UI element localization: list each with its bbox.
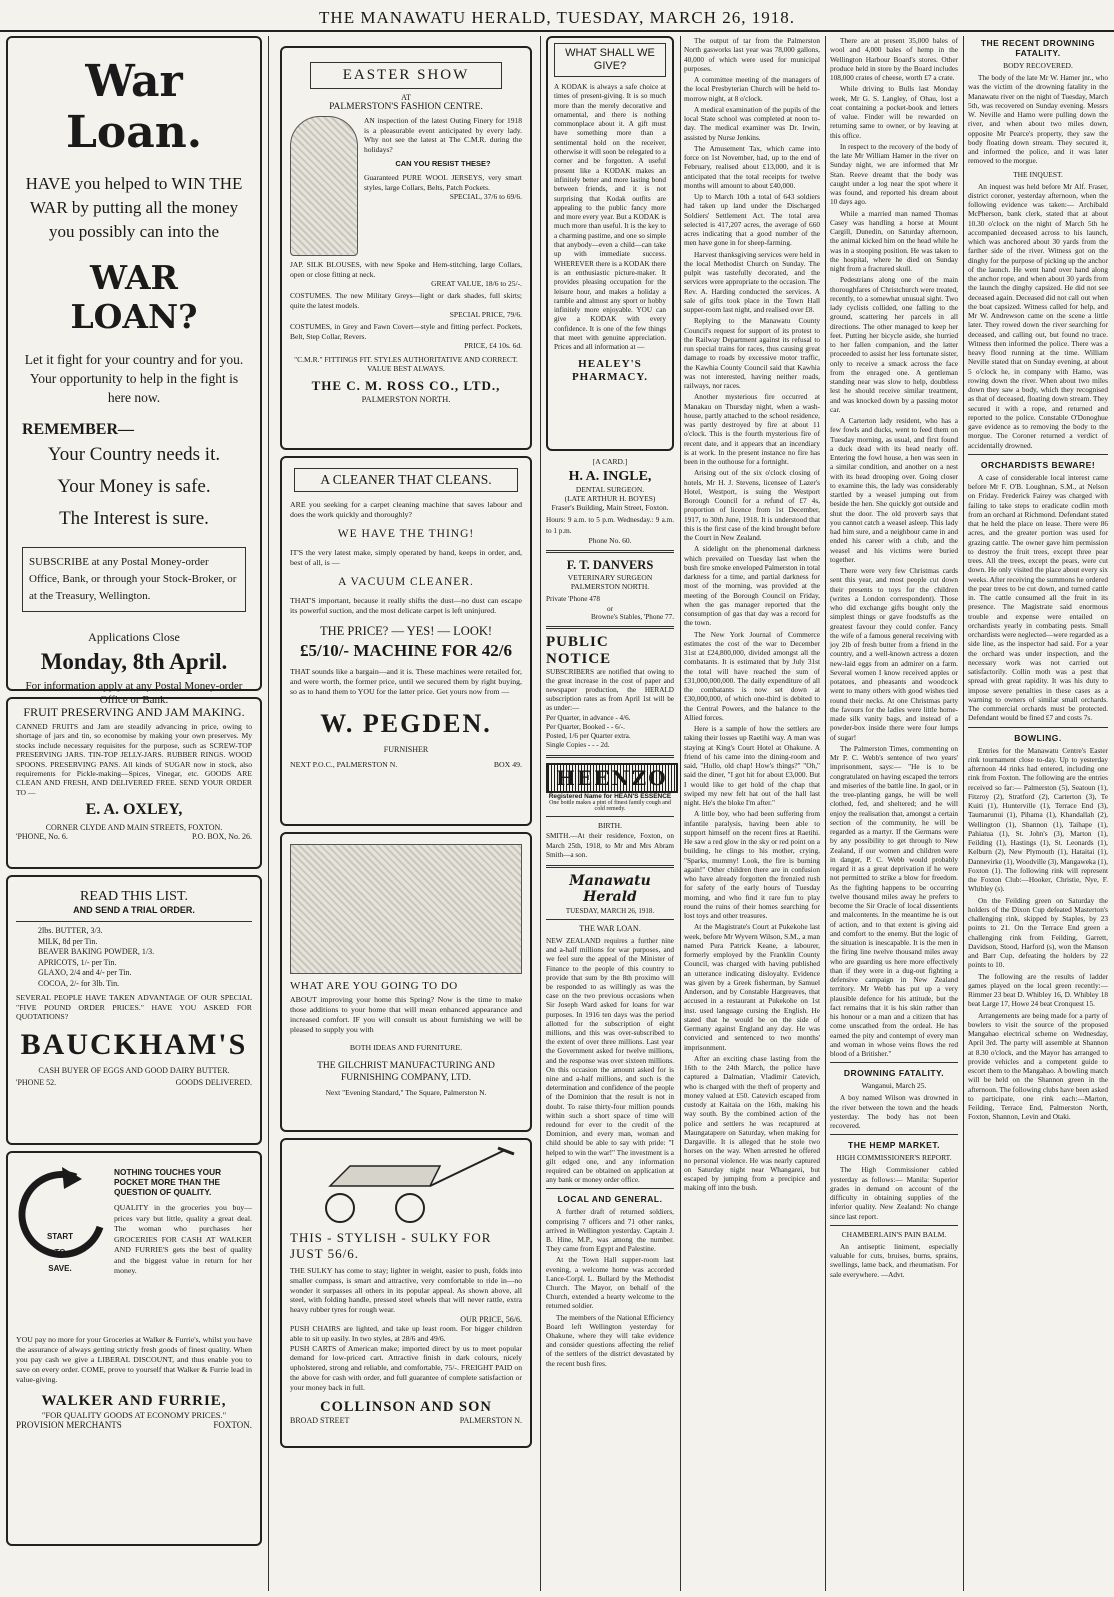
war-loan-info: For information apply at any Postal Money-order Office or Bank. [25, 680, 243, 706]
inquest-body: An inquest was held before Mr Alf. Fraser, district coroner, yesterday afternoon, when the following evidence was taken:— Archibald McPherson, bank clerk, stated that at about 10.30 o'clock on the night of March 5th he accompanied deceased across to his launch, which was anchored about 30 yards from the farther side of the river. Witness got on the dinghy for the purpose of picking up the anchor of the launch. He went hand over hand along the anchor rope, and when about 30 yards from the launch the dinghy capsized. He did not see deceased again. Deceased did not call out when the boat capsized. Witness called for help, and Mr W. Andrewson came on the scene a little later. They rowed down the river searching for deceased, and calling out, but found no trace. Witness then informed the police. There was a heavy flood running at the time. William Neville stated that on Sunday evening, at about 5 o'clock he, in company with Hamo, was rowing down the river. When about two miles down they saw a body, which they recognised as that of deceased, floating down stream. They secured it with a rope, and returned and reported to the police. Constable O'Donoghue gave evidence as to removing the body to the morgue. The Coroner returned a verdict of accidentally drowned. [968, 181, 1108, 450]
fashion-illustration [290, 116, 358, 256]
local-para-1: A further draft of returned soldiers, comprising 7 officers and 71 other ranks, arrived in Wellington yesterday. Captain J. B. Hine, M.P., was among the number. They came from Egypt and Palestine. [546, 1207, 674, 1254]
notice-body: SUBSCRIBERS are notified that owing to the great increase in the cost of paper and newspaper production, the HERALD subscription rates as from April 1st will be as under:— [546, 667, 674, 713]
war-loan-reason-1: Your Country needs it. [47, 444, 221, 465]
col5-para-8: The Palmerston Times, commenting on Mr P. C. Webb's sentence of two years' imprisonment, says:— "He is to be congratulated on having escaped the terrors and miseries of the battle line. In gaol, or in the tree-planting gangs, he will be well clothed, fed, and sheltered; and he will enjoy the realisation that, amongst a certain section of the community, he will be regarded as a martyr. If the Germans were by any possibility to get through to New Zealand, if our women and children were in danger, P. C. Webb would probably regard it as a great deprivation if he were not permitted to strike a blow for freedom. As the fighting happens to be occurring twelve thousand miles away he prefers to become the Sir Oracle of local dissentients and malcontents. In the meantime he is out of action, and to that extent is giving aid and comfort to the enemy. But the logic of the situation is inescapable. It is the men in the firing line twelve thousand miles away who are guarding us here more effectively than if they were in a dug-out fighting a defensive campaign in New Zealand territory. Mr Webb has put up a very plausible defence for his attitude, but the fact remains that it is his skin rather than his honour or a man and a citizen that has come unscathed from the ordeal. He has earned the pity and contempt of every man and woman in whose veins flows the red blood of a Britisher." [830, 743, 958, 1058]
bauckham-ad [6, 875, 262, 1145]
oxley-address: CORNER CLYDE AND MAIN STREETS, FOXTON. [45, 823, 223, 833]
herald-date: TUESDAY, MARCH 26, 1918. [565, 906, 655, 915]
drowning-location: Wanganui, March 25. [861, 1081, 927, 1091]
bauckham-buyer: CASH BUYER OF EGGS AND GOOD DAIRY BUTTER. [38, 1065, 230, 1075]
danvers-town: PALMERSTON NORTH. [570, 582, 650, 591]
drowning-title: DROWNING FATALITY. [843, 1068, 945, 1079]
column-2 [280, 36, 532, 1593]
pegden-name: W. PEGDEN. [320, 709, 492, 738]
pegden-body-2: THAT'S important, because it really shifts the dust—no dust can escape its powerful suction, and the most delicate carpet is left uninjured. [290, 596, 522, 615]
ingle-address: Fraser's Building, Main Street, Foxton. [551, 503, 669, 512]
collinson-body-2: PUSH CHAIRS are lighted, and take up least room. For bigger children able to sit up easily. In two styles, at 28/6 and 49/6. [290, 1323, 522, 1343]
col5-para-5: Pedestrians along one of the main thoroughfares of Christchurch were treated, recently, to a somewhat unusual sight. Two lady cyclists collided, one falling to the ground, scattering her parcels in all directions. The other managed to keep her feet. Putting her bicycle aside, she hurried to her fallen companion, and the latter proceeded to assist her less fortunate sister, only to receive a smack across the face from the enraged one. A gentleman standing near was slow to help, doubtless lest he should receive similar treatment, and was knocked down by a passing motor car. [830, 275, 958, 414]
danvers-private: Private 'Phone 478 [546, 595, 600, 603]
pegden-ad [280, 456, 532, 826]
bauckham-sub: AND SEND A TRIAL ORDER. [73, 905, 195, 915]
bauckham-name: BAUCKHAM'S [20, 1027, 248, 1061]
notice-rate-2: Per Quarter, Booked - - 6/-. [546, 722, 625, 731]
masthead [0, 0, 1114, 32]
ingle-phone: Phone No. 60. [588, 536, 632, 545]
bowling-para-2: On the Feilding green on Saturday the holders of the Dixon Cup defeated Masterton's challenging rink, skipped by Staples, by 23 points to 21. On the Terrace End green a challenging rink from Feilding, Garrett, Davidson, Stood, Harford (s), won the Manson and Barr Cup, defeating the holders by 22 points to 10. [968, 895, 1108, 970]
easter-price-1: SPECIAL, 37/6 to 69/6. [449, 192, 522, 201]
pegden-have: WE HAVE THE THING! [337, 528, 475, 540]
ingle-late: (LATE ARTHUR H. BOYES) [564, 494, 656, 503]
easter-item-3: COSTUMES. The new Military Greys—light or dark shades, full skirts; quite the latest models. [290, 291, 522, 310]
col4-para-9: Arising out of the six o'clock closing of hotels, Mr H. J. Stevens, licensee of Lazer's Hotel, Westport, is suing the Westport Borough Council for a refund of £7 4s, proportion of licence from 1st December, 1917, to 30th June, 1918. It is understood that this is the first case of the kind brought before the Court in New Zealand. [684, 468, 820, 542]
collinson-body: THE SULKY has come to stay; lighter in weight, easier to push, folds into smaller compass, is smart and attractive, very comfortable to ride in—no wonder it surpasses all others in its popular appeal. As shown above, all steel, with folding handle, pressed steel wheels that will never rattle, extra heavy rubber tyres for rough wear. [290, 1266, 522, 1315]
orchardists-title: ORCHARDISTS BEWARE! [980, 459, 1096, 470]
col4-para-14: At the Magistrate's Court at Pukekohe last week, before Mr Wyvern Wilson, S.M., a man named Pura Patrick Keane, a labourer, formerly employed by the Franklin County Council, was charged with having published an utterance indicating disloyalty. Evidence was given by a Greek fisherman, by Samuel Anderson, and by Constable Hargreaves, that accused in a restaurant at Pukekohe on 1st inst. used language cursing the English. He stated that he would be on the side of Germany against England any day. He was convicted and sentenced to two months' imprisonment. [684, 922, 820, 1052]
walker-town: FOXTON. [213, 1420, 252, 1430]
column-4 [684, 36, 820, 1593]
collinson-body-3: PUSH CARTS of American make; imported direct by us to meet popular demand for low-priced cart. Attractive finish in dark colours, nicely upholstered, strong and reliable, and comfortable, 75/-. FREIGHT PAID on the above for cash with order, and full guarantee of complete satisfaction or your money back in full. [290, 1343, 522, 1392]
col4-para-8: Another mysterious fire occurred at Manakau on Thursday night, when a wash-house, partly attached to the school residence, was partly destroyed by fire at about 11 o'clock. This is the fourth mysterious fire of recent date, and it appears that an incendiary is at work. In the present instance no fire has been in the outhouse for a fortnight. [684, 392, 820, 466]
column-rule [825, 36, 826, 1591]
col4-para-11: The New York Journal of Commerce estimates the cost of the war to December 31st at £24,800,000, divided amongst all the combatants. It is estimated that by July 31st the total will have reached the sum of £31,000,000,000. The daily expenditure of all the combatants is now set down at £30,000,000, of which one-third is debited to the Central Powers, and the balance to the Allied forces. [684, 629, 820, 722]
col5-para-6: A Carterton lady resident, who has a few fowls and ducks, went to feed them on Tuesday morning, as usual, and first found a duck dead with its head nearly off. Entering the fowl house, a hen was seen in a similar condition, and another on a nest with its head drooping over. Going closer to examine this, the lady was considerably startled by a weasel jumping out from beside the hen. She quickly got outside and shut the door. The old proverb says that you cannot catch a weasel asleep. This lady had him sure, and a neighbour came in and ended his career with a club, and the weasel and his victims were buried together. [830, 416, 958, 564]
pegden-price: £5/10/- MACHINE FOR 42/6 [299, 641, 513, 660]
column-rule [680, 36, 681, 1591]
balm-body: An antiseptic liniment, especially valuable for cuts, bruises, burns, sprains, swellings, lame back, and rheumatism. For sale everywhere. —Advt. [830, 1241, 958, 1279]
easter-tagline: "C.M.R." FITTINGS FIT. STYLES AUTHORITATIVE AND CORRECT. VALUE BEST ALWAYS. [294, 355, 518, 373]
column-6 [968, 36, 1108, 1593]
easter-town: PALMERSTON NORTH. [361, 394, 451, 404]
kodak-title: WHAT SHALL WE GIVE? [554, 43, 666, 77]
price-list-item: 2lbs. BUTTER, 3/3. [38, 926, 103, 935]
heenzo-logo: HEENZO [546, 763, 678, 793]
notice-rate-4: Single Copies - - - 2d. [546, 741, 610, 750]
to-label: TO [54, 1248, 66, 1257]
gilchrist-ad [280, 832, 532, 1132]
heenzo-ad [546, 763, 674, 812]
pegden-box: BOX 49. [493, 760, 522, 769]
pegden-body-3: THAT sounds like a bargain—and it is. These machines were retailed for, and were worth, the former price, until we secured them by right buying, so as to hand them to YOU for the latter price. Get yours now from — [290, 667, 522, 696]
col4-para-6: Harvest thanksgiving services were held in the local Methodist Church on Sunday. The pulpit was tastefully decorated, and the services were appropriate to the occasion. The Rev. A. Harding conducted the services. A sale of gifts took place in the Town Hall supper-room last night, and realised over £8. [684, 249, 820, 314]
war-loan-line2: Let it fight for your country and for you. Your opportunity to help in the fight is here now. [24, 352, 244, 405]
kodak-ad [546, 36, 674, 451]
drowning-body: A boy named Wilson was drowned in the river between the town and the heads yesterday. The body has not been recovered. [830, 1093, 958, 1130]
col5-para-7: There were very few Christmas cards sent this year, and most people cut down their presents to toys for the children (writes a London correspondent). Those who did exchange gifts bought only the simplest things or gave foodstuffs as the greatest favour they could confer. Fancy the wife of a famous general receiving with joy 2lb of fresh butter from a friend in the country, and a well-known actress a dozen new-laid eggs from an admirer on a farm. Several women I know received apples or potatoes, and pheasants and woodcock went to many others with good wishes tied round their necks. At one Christmas party the favours for the ladies were little home-made silk vanity bags, and instead of a powder-box inside there were four lumps of sugar! [830, 566, 958, 742]
notice-title: PUBLIC NOTICE [546, 633, 612, 667]
column-rule [540, 36, 541, 1591]
price-list-item: APRICOTS, 1/- per Tin. [38, 957, 117, 967]
col4-para-10: A sidelight on the phenomenal darkness which prevailed on Tuesday last when the bush fire smoke enveloped Palmerston in total darkness for a time, and partial darkness for most of the morning, was provided at the meeting of the Borough Council on Friday, when the gas manager reported that the consumption of gas that day was a record for the town. [684, 544, 820, 628]
birth-title: BIRTH. [598, 821, 622, 831]
local-para-2: At the Town Hall supper-room last evening, a welcome home was accorded Lance-Corpl. L. Bullard by the Methodist Church. The Mayor, on behalf of the Church, extended a hearty welcome to the returned soldier. [546, 1255, 674, 1311]
start-label: START [46, 1232, 74, 1241]
column-rule [963, 36, 964, 1591]
war-loan-remember: REMEMBER— [22, 421, 134, 438]
pegden-vacuum: A VACUUM CLEANER. [338, 576, 474, 588]
heenzo-tag: One bottle makes a pint of finest family cough and cold remedy. [549, 800, 671, 813]
collinson-street: BROAD STREET [290, 1415, 350, 1425]
hemp-sub: HIGH COMMISSIONER'S REPORT. [836, 1153, 952, 1163]
collinson-ad [280, 1138, 532, 1448]
col4-para-7: Replying to the Manawatu County Council's request for support of its protest to the Railway Department against its refusal to run special trains for races, thus causing great damage to roads by excessive motor traffic, the Kawhia County Council said that Kawhia was not interested, having neither roads, railways, nor races. [684, 316, 820, 390]
ingle-role: DENTAL SURGEON. [575, 485, 645, 494]
bauckham-phone: 'PHONE 52. [16, 1077, 57, 1087]
war-loan-reason-2: Your Money is safe. [57, 476, 211, 497]
col4-para-1: The output of tar from the Palmerston North gasworks last year was 78,000 gallons, 40,000 of which were used for municipal purposes. [684, 36, 820, 73]
easter-question: CAN YOU RESIST THESE? [395, 159, 491, 168]
col4-para-15: After an exciting chase lasting from the 16th to the 24th March, the police have captured a Dalmatian, Vladimir Catevich, who is charged with the theft of property and money valued at £50. Catevich escaped from custody at Kaitaia on the 16th, making his way south. By the combined action of the police and settlers he was recaptured at Maungatapere on Saturday, when making for Dargaville. It is alleged that he stole two horses on the way. When arrested he offered no personal violence. He was nearly captured on Saturday night near Whangarei, but escaped by jumping from a precipice and making off into the bush. [684, 1053, 820, 1193]
bowling-para-3: The following are the results of ladder games played on the local green recently:—Rimmer 23 beat D. Whibley 16, D. Whibley 18 beat Large 17, Howe 24 beat Cronquest 15. [968, 971, 1108, 1009]
col4-para-4: The Amusement Tax, which came into force on 1st November, had, up to the end of February, realised about £13,000, and it is anticipated that the total receipts for twelve months will amount to about £40,000. [684, 143, 820, 190]
col4-para-2: A committee meeting of the managers of the local Presbyterian Church will be held to-morrow night, at 8 o'clock. [684, 75, 820, 103]
oxley-name: E. A. OXLEY, [85, 801, 183, 819]
inquest-title: THE INQUEST. [1013, 169, 1063, 179]
bowling-title: BOWLING. [1014, 732, 1062, 743]
gilchrist-name: THE GILCHRIST MANUFACTURING AND FURNISHING COMPANY, LTD. [317, 1061, 495, 1083]
ingle-card-label: [A CARD.] [592, 457, 628, 466]
war-loan-reason-3: The Interest is sure. [59, 508, 209, 529]
easter-price-2: GREAT VALUE, 18/6 to 25/-. [431, 279, 522, 288]
recovered-body: The body of the late Mr W. Hamer jnr., who was the victim of the drowning fatality in the Manawatu river on the night of Tuesday, March 5th, was recovered on Sunday evening. Messrs W. Neville and Hamo were pulling down the river, and when about two miles down, opposite Mr Pearce's property, they saw the body floating down stream. They secured it, and informed the police, and it was later removed to the morgue. [968, 73, 1108, 166]
easter-show-ad [280, 46, 532, 450]
oxley-ad [6, 697, 262, 869]
danvers-or: or [607, 604, 613, 613]
bowling-para-4: Arrangements are being made for a party of bowlers to visit the source of the proposed Mangahao electrical scheme on Wednesday, April 3rd. The party will assemble at Shannon at 8.30 o'clock, and the Mayor has arranged to provide vehicles and a competent guide to escort them to the Mangahao. A bowling match will be held on the Shannon green in the afternoon. The following clubs have been asked to participate, one rink each:—Marton, Feilding, Terrace End, Palmerston North, Foxton, Shannon, Levin and Otaki. [968, 1010, 1108, 1122]
collinson-title: THIS - STYLISH - SULKY FOR JUST 56/6. [290, 1230, 492, 1261]
gilchrist-both: BOTH IDEAS AND FURNITURE. [349, 1043, 463, 1052]
easter-price-4: PRICE, £4 10s. 6d. [464, 341, 522, 350]
kodak-pharmacy: HEALEY'S PHARMACY. [571, 357, 649, 383]
war-loan-line1: HAVE you helped to WIN THE WAR by putting all the money you possibly can into the [25, 174, 243, 241]
col5-para-2: While driving to Bulls last Monday week, Mr G. S. Langley, of Ohau, lost a coat containing a pocket-book and letters of value. Finder will be rewarded on returning same to owner, or by leaving at this office. [830, 84, 958, 140]
heenzo-sub: Registered Name for HEAN'S ESSENCE [548, 793, 672, 801]
col5-para-1: There are at present 35,000 bales of wool and 4,000 bales of hemp in the Wellington Harbour Board's stores. Other produce held in store by the Board includes 108,000 crates of cheese, worth £7 a crate. [830, 36, 958, 82]
save-label: SAVE. [48, 1264, 72, 1273]
easter-price-3: SPECIAL PRICE, 79/6. [449, 310, 522, 319]
bowling-para-1: Entries for the Manawatu Centre's Easter rink tournament close to-day. Up to yesterday afternoon 44 rinks had entered, including one rink from Foxton. The following are the entries received so far:— Palmerston (5), Seatoun (1), Fitzroy (2), Stratford (2), Carterton (3), Te Kuiti (1), Hunterville (1), Terrace End (3), Taumarunui (1), Pihama (1), Khandallah (2), Wellington (1), Shannon (1), Taihape (1), Pahiatua (1), St. John's (3), Marton (1), Feilding (1), Hastings (1), St. Leonards (1), Kelburn (2), New Plymouth (1), Hataitai (1), Dannevirke (1), Woodville (3), Mangaweka (1), Foxton (1). The following rink will represent the Foxton Club:—Hooker, Christie, Nye, F. Whibley (s). [968, 745, 1108, 894]
col4-para-3: A medical examination of the pupils of the local State school was completed at noon to-day. The medical examiner was Dr. Irwin, assisted by Nurse Jenkins. [684, 104, 820, 142]
ingle-card [546, 457, 674, 545]
danvers-stables: Browne's Stables, 'Phone 77. [590, 612, 674, 621]
furnished-room-illustration [290, 844, 522, 974]
column-5 [830, 36, 958, 1593]
war-loan-title: War Loan. [65, 56, 203, 158]
public-notice [546, 634, 674, 751]
bauckham-price-list [16, 926, 252, 989]
price-list-item: GLAXO, 2/4 and 4/- per Tin. [38, 968, 132, 977]
col4-para-5: Up to March 10th a total of 643 soldiers had taken up land under the Discharged Soldiers' Settlement Act. The total area selected is 417,207 acres, the average of 660 acres indicating that a good number of the men have gone in for sheep-farming. [684, 192, 820, 248]
gilchrist-title: WHAT ARE YOU GOING TO DO [290, 980, 458, 992]
walker-body-2: YOU pay no more for your Groceries at Walker & Furrie's, whilst you have the assurance of always getting strictly fresh goods of finest quality. When you pay cash we give a LIBERAL DISCOUNT, and thus enable you to save on every order. COME, prove to yourself that Walker & Furrie lead in value-giving. [16, 1335, 252, 1384]
gilchrist-address: Next "Evening Standard," The Square, Palmerston N. [325, 1088, 487, 1097]
kodak-body: A KODAK is always a safe choice at times of present-giving. It is so much more than the merely decorative and ornamental, and there is nothing commonplace about it. A gift must have something more than a sentimental hold on the receiver, otherwise it will soon be relegated to a corner and be forgotten. A useful present like a KODAK makes an infinitely better and more lasting bond between friends, and it is not surprising that Kodak outfits are appealing to the public fancy more and more every year. But a KODAK is much more than useful. It is the key to a charming pastime, and one so simple that anybody—even a child—can take up with immediate success. WHEREVER there is a KODAK there is an enthusiastic picture-maker. It provides pleasing occupation for the leisure hour, and makes a holiday a ramble and almost any sport or hobby infinitely more enjoyable. YOU can give a KODAK with every confidence. It is one of the few things that meet with genuine appreciation. Prices and all information at — [554, 83, 666, 352]
walker-name: WALKER AND FURRIE, [41, 1393, 227, 1409]
local-para-3: The members of the National Efficiency Board left Wellington yesterday for Ohakune, where they will take evidence and consider questions affecting the relief of the settlers of the district devastated by the recent bush fires. [546, 1312, 674, 1368]
pegden-title: A CLEANER THAT CLEANS. [294, 468, 518, 492]
war-loan-editorial-body: NEW ZEALAND requires a further nine and a-half millions for war purposes, and we feel sure the appeal of the Minister of Finance to the people of this country to provide that sum by the 8th proximo will be responded to as willingly as was the case on the two previous occasions when Sir Joseph Ward asked for loans for war purposes. In 1916 ten days was the period allotted for the subscription of eight millions, and this was over-subscribed to the extent of over three millions. Last year the Government asked for twelve millions, and the response was over sixteen millions. On this occasion the amount asked for is nine and a-half millions, and such is the determination and confidence of the people of the Dominion that the result is not in doubt. To raise thirty-four million pounds within such a short space of time will redound for ever to the credit of the Dominion, and every man, woman and child should be able to say with pride: "I helped to win the war!" The investment is a gilt edged one, and any information required can be obtained on application at any bank or money order office. [546, 935, 674, 1185]
walker-merchants: PROVISION MERCHANTS [16, 1420, 122, 1430]
ingle-hours: Hours: 9 a.m. to 5 p.m. Wednesday.: 9 a.m. to 1 p.m. [546, 516, 674, 535]
war-loan-close-label: Applications Close [88, 630, 180, 644]
easter-item-4: COSTUMES, in Grey and Fawn Covert—style and fitting perfect. Pockets, Belt, Step Collar, Revers. [290, 322, 522, 341]
war-loan-editorial-title: THE WAR LOAN. [579, 923, 641, 933]
hemp-title: THE HEMP MARKET. [848, 1140, 940, 1151]
oxley-phone: 'PHONE, No. 6. [16, 832, 68, 842]
hemp-body: The High Commissioner cabled yesterday as follows:— Manila: Superior grades in demand on account of the difficulty in obtaining supplies of the inferior quality. New Zealand: No change since last report. [830, 1165, 958, 1221]
walker-furrie-ad [6, 1151, 262, 1546]
ingle-name: H. A. INGLE, [568, 469, 652, 484]
gilchrist-body: ABOUT improving your home this Spring? Now is the time to make those additions to your home that will mean enhanced appearance and increased comfort. IF you will consult us about furnishing we will be pleased to supply you with [290, 995, 522, 1034]
pegden-trade: FURNISHER [383, 745, 429, 754]
column-3 [546, 36, 674, 1593]
price-list-item: MILK, 8d per Tin. [38, 936, 98, 946]
easter-at: AT [401, 93, 411, 102]
pegden-address: NEXT P.O.C., PALMERSTON N. [290, 760, 398, 769]
column-rule [268, 36, 269, 1591]
collinson-name: COLLINSON AND SON [320, 1398, 492, 1415]
war-loan-close-date: Monday, 8th April. [40, 649, 228, 674]
column-1 [6, 36, 262, 1593]
balm-title: CHAMBERLAIN'S PAIN BALM. [841, 1229, 947, 1239]
danvers-card [546, 558, 674, 621]
easter-item-2: JAP. SILK BLOUSES, with new Spoke and Hem-stitching, large Collars, open or close fitting at neck. [290, 260, 522, 279]
price-list-item: BEAVER BAKING POWDER, 1/3. [38, 947, 155, 956]
pegden-intro: ARE you seeking for a carpet cleaning machine that saves labour and does the work quickly and thoroughly? [290, 500, 522, 519]
notice-rate-1: Per Quarter, in advance - 4/6. [546, 713, 631, 722]
danvers-name: F. T. DANVERS [566, 558, 654, 572]
oxley-box: P.O. BOX, No. 26. [191, 832, 252, 842]
walker-body: QUALITY in the groceries you buy—prices vary but little, quality a great deal. The woman who purchases her GROCERIES FOR CASH AT WALKER AND FURRIE'S gets the best of quality and the biggest value in return for her money. [114, 1203, 252, 1275]
recovered-title: THE RECENT DROWNING FATALITY. [980, 38, 1096, 58]
col5-para-3: In respect to the recovery of the body of the late Mr William Hamer in the river on Sunday night, we are informed that Mr Stan. Reeve dreamt that the body was caught under a log near the spot where it was found, and reported his dream about 10 days ago. [830, 141, 958, 207]
col5-para-4: While a married man named Thomas Casey was handling a horse at Mount Cargill, Dunedin, on Saturday afternoon, the animal kicked him on the head while he was in a stooping position. He was taken to the hospital, where he died on Sunday night from a fractured skull. [830, 208, 958, 273]
pegden-price-question: THE PRICE? — YES! — LOOK! [319, 624, 493, 638]
col4-para-12: Here is a sample of how the settlers are taking their losses up Raetihi way. A man was staying at King's Court Hotel at Ohakune. A friend of his came into the dining-room and said, "Hullo, old chap! How's things?" "Oh," said the diner, "I got hit for about £3,000. But I would like to get hold of the chap that swiped my new felt hat out of the hall last night. He's the bloke I'm after." [684, 724, 820, 807]
price-list-item: COCOA, 2/- for 3lb. Tin. [38, 978, 120, 988]
danvers-role: VETERINARY SURGEON [567, 573, 653, 582]
easter-company: THE C. M. ROSS CO., LTD., [311, 378, 501, 393]
sulky-illustration [290, 1146, 522, 1226]
collinson-town: PALMERSTON N. [459, 1415, 522, 1425]
col4-para-13: A little boy, who had been suffering from infantile paralysis, having been able to support himself on the recent fires at Raetihi. He saw a red glow in the sky or red point on a building, he clings to his mother, crying, "Sparks, mummy! Look, the fire is burning again!" Other children there are in confusion who have already forgotten the frenzied rush for safety of the early hours of Tuesday morning, and who find it rare fun to play round the ruins of their homes searching for lost toys and other treasures. [684, 809, 820, 920]
masthead-title: THE MANAWATU HERALD, TUESDAY, MARCH 26, 1918. [319, 8, 795, 27]
walker-headline: NOTHING TOUCHES YOUR POCKET MORE THAN THE QUESTION OF QUALITY. [114, 1167, 222, 1197]
birth-body: SMITH.—At their residence, Foxton, on March 25th, 1918, to Mr and Mrs Abram Smith—a son. [546, 832, 674, 859]
oxley-body: CANNED FRUITS and Jam are steadily advancing in price, owing to shortage of jars and tin, so economise by making your own preserves. My stocks include necessary requisites for the purpose, such as SCREW-TOP PRESERVING JARS. TIN-TOP JELLY-JARS. RUBBER RINGS. WOOD SPOONS. PRESERVING PANS. All kinds of SUGAR now in stock, also requirements for Pickle-making—Spices, Vinegar, etc. GOODS ARE CLEAN AND FRESH, AND DELIVERED FREE. SEND YOUR ORDER TO — [16, 722, 252, 797]
easter-intro: AN inspection of the latest Outing Finery for 1918 is a pleasurable event anticipated by every lady. Why not see the latest at The C.M.R. during the holidays? [364, 116, 522, 154]
recovered-sub: BODY RECOVERED. [1003, 61, 1073, 70]
easter-item-1: Guaranteed PURE WOOL JERSEYS, very smart styles, large Collars, Belts, Patch Pockets. [364, 173, 522, 192]
easter-where: PALMERSTON'S FASHION CENTRE. [329, 102, 483, 112]
collinson-price: OUR PRICE, 56/6. [460, 1314, 522, 1324]
notice-rate-3: Posted, 1/6 per Quarter extra. [546, 731, 631, 740]
bauckham-note: SEVERAL PEOPLE HAVE TAKEN ADVANTAGE OF OUR SPECIAL "FIVE POUND ORDER PRICES." HAVE YOU ASKED FOR QUOTATIONS? [16, 993, 252, 1021]
war-loan-subscribe: SUBSCRIBE at any Postal Money-order Office, Bank, or through your Stock-Broker, or at the Treasury, Wellington. [22, 547, 246, 612]
bauckham-title: READ THIS LIST. [80, 889, 188, 904]
bauckham-delivered: GOODS DELIVERED. [175, 1077, 252, 1087]
pegden-body-1: IT'S the very latest make, simply operated by hand, keeps in order, and, best of all, is — [290, 548, 522, 567]
walker-slogan: "FOR QUALITY GOODS AT ECONOMY PRICES." [41, 1410, 227, 1420]
local-general-title: LOCAL AND GENERAL. [557, 1194, 663, 1205]
start-to-save-graphic [16, 1167, 108, 1327]
herald-masthead: Manawatu Herald [569, 872, 651, 905]
easter-title: EASTER SHOW [310, 62, 502, 89]
war-loan-ad [6, 36, 262, 706]
orchardists-body: A case of considerable local interest came before Mr F. O'B. Loughnan, S.M., at Nelson on Friday. Frederick Fairey was charged with failing to take steps to eradicate codlin moth from an orchard at Richmond. Defendant stated that he held the place on lease. There were 86 acres, and the greater portion was used for grazing cattle. The owner gave him permission to destroy the fruit trees, except three pear trees. All the trees, except the pears, were cut down. He only visited the place about every six weeks. After receiving the summons he ordered the pear trees to be cut down, and turned cattle in. The cattle consumed all the fruit in its presence. The Magistrate said enormous trouble and expense were entailed on orchardists yearly in combating pests. Small orchardists were neglected—were regarded as a side line, as the inspector had said. For a year the orchard was under inspection, and the necessary work was not carried out satisfactorily. Collin moth was a pest that spread with great rapidity. It was his duty to impose severe penalties in these cases as a warning to owners of similar small orchards. The commercial orchards must be protected. Defendant would be fined £7 and costs 7s. [968, 472, 1108, 723]
war-loan-banner: WAR LOAN? [70, 258, 198, 336]
oxley-title: FRUIT PRESERVING AND JAM MAKING. [23, 705, 245, 719]
